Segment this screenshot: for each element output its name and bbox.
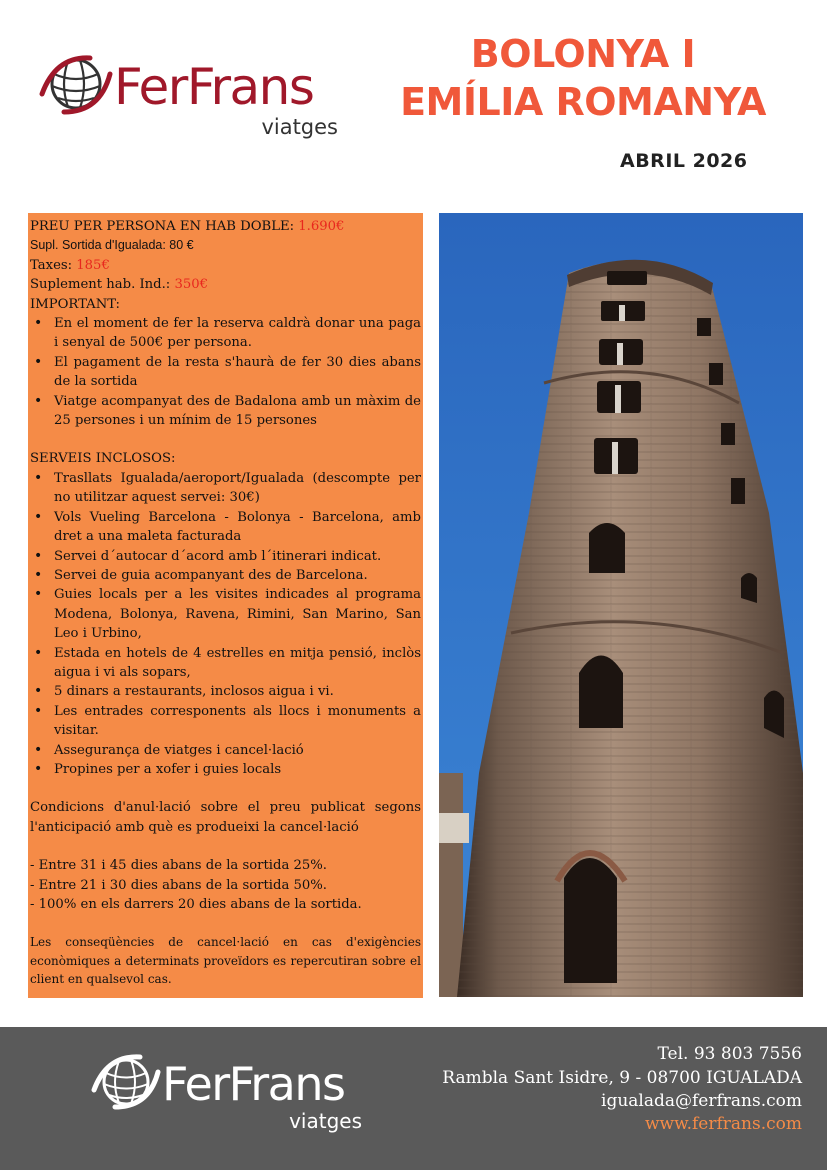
list-item: • Assegurança de viatges i cancel·lació <box>54 741 423 760</box>
ferfrans-logo[interactable] <box>38 50 348 145</box>
website-link[interactable]: www.ferfrans.com <box>644 1114 802 1134</box>
services-list <box>30 469 423 780</box>
price-value: 1.690€ <box>298 219 345 234</box>
list-item: • Viatge acompanyat des de Badalona amb un màxim de 25 persones i un mínim de 15 persones <box>54 392 423 431</box>
footer-brand-tagline: viatges <box>289 1109 362 1133</box>
ferfrans-footer-logo[interactable] <box>90 1048 370 1138</box>
cancellation-heading: Condicions d'anul·lació sobre el preu publicat segons l'anticipació amb què es produeixi la cancel·lació <box>30 800 421 835</box>
list-item: • Vols Vueling Barcelona - Bolonya - Barcelona, amb dret a una maleta facturada <box>54 508 423 547</box>
taxes-value: 185€ <box>76 257 110 273</box>
trip-date: ABRIL 2026 <box>620 150 748 172</box>
title-line-1: BOLONYA I <box>470 32 696 76</box>
brand-name: FerFrans <box>114 58 314 116</box>
globe-icon <box>42 58 110 112</box>
list-item: • Les entrades corresponents als llocs i monuments a visitar. <box>54 702 423 741</box>
bell-tower-photo <box>439 213 803 997</box>
list-item: • El pagament de la resta s'haurà de fer 30 dies abans de la sortida <box>54 353 423 392</box>
important-list <box>30 314 423 430</box>
list-item: • Propines per a xofer i guies locals <box>54 760 423 779</box>
cancellation-line: - 100% en els darrers 20 dies abans de la sortida. <box>30 897 362 912</box>
globe-icon <box>94 1057 158 1107</box>
list-item: • Guies locals per a les visites indicades al programa Modena, Bolonya, Ravena, Rimini, San Marino, San Leo i Urbino, <box>54 585 423 643</box>
cancellation-note: Les conseqüències de cancel·lació en cas d'exigències econòmiques a determinats proveïdors es repercutiran sobre el client en qualsevol cas. <box>30 935 421 987</box>
services-heading: SERVEIS INCLOSOS: <box>30 451 176 467</box>
single-value: 350€ <box>174 277 209 293</box>
price-line <box>30 217 423 236</box>
title-line-2: EMÍLIA ROMANYA <box>400 80 766 124</box>
footer-brand-name: FerFrans <box>162 1057 345 1111</box>
taxes-label: Taxes: <box>30 257 77 273</box>
cancellation-line: - Entre 31 i 45 dies abans de la sortida 25%. <box>30 858 328 874</box>
list-item: • Servei de guia acompanyant des de Barcelona. <box>54 566 423 585</box>
email-link[interactable]: igualada@ferfrans.com <box>601 1091 802 1111</box>
taxes-line <box>30 256 423 275</box>
supplement-igualada: Supl. Sortida d'Igualada: 80 € <box>30 238 194 253</box>
phone-number[interactable]: Tel. 93 803 7556 <box>657 1044 802 1064</box>
list-item: • Servei d´autocar d´acord amb l´itinerari indicat. <box>54 547 423 566</box>
brand-tagline: viatges <box>261 115 338 139</box>
single-supplement-line <box>30 275 423 294</box>
list-item: • 5 dinars a restaurants, inclosos aigua i vi. <box>54 682 423 701</box>
list-item: • Trasllats Igualada/aeroport/Igualada (descompte per no utilitzar aquest servei: 30€) <box>54 469 423 508</box>
single-label: Suplement hab. Ind.: <box>30 277 175 293</box>
page-title <box>368 30 798 126</box>
cancellation-line: - Entre 21 i 30 dies abans de la sortida 50%. <box>30 877 328 893</box>
address: Rambla Sant Isidre, 9 - 08700 IGUALADA <box>442 1068 802 1088</box>
list-item: • Estada en hotels de 4 estrelles en mitja pensió, inclòs aigua i vi als sopars, <box>54 644 423 683</box>
info-panel <box>28 213 423 998</box>
list-item: • En el moment de fer la reserva caldrà donar una paga i senyal de 500€ per persona. <box>54 314 423 353</box>
important-heading: IMPORTANT: <box>30 296 120 312</box>
price-label: PREU PER PERSONA EN HAB DOBLE: <box>30 219 299 234</box>
